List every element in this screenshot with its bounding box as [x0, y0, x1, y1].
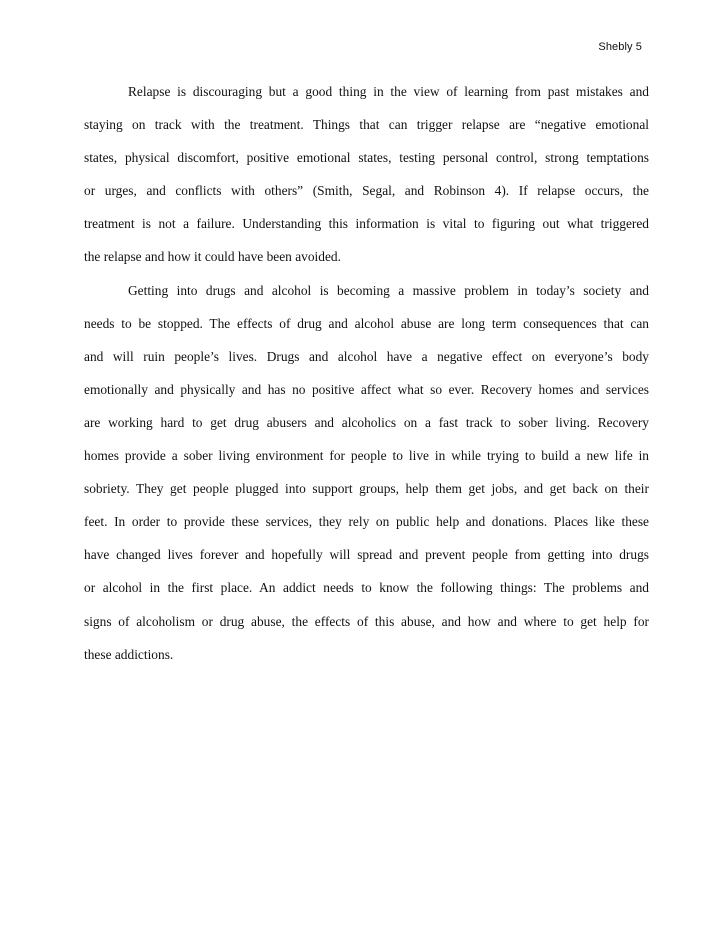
paragraph-1 — [84, 75, 649, 274]
paragraph-line: Relapse is discouraging but a good thing in the view of learning from past mistakes and — [128, 84, 649, 99]
paragraph-line: treatment is not a failure. Understanding this information is vital to figuring out what triggered — [84, 216, 649, 232]
paragraph-line: homes provide a sober living environment for people to live in while trying to build a new life in — [84, 448, 649, 464]
paragraph-line: these addictions. — [84, 646, 174, 662]
running-head: Shebly 5 — [598, 41, 642, 53]
paragraph-line: or urges, and conflicts with others” (Smith, Segal, and Robinson 4). If relapse occurs, the — [84, 183, 649, 199]
paragraph-line: states, physical discomfort, positive emotional states, testing personal control, strong temptations — [84, 150, 649, 166]
paragraph-line: needs to be stopped. The effects of drug and alcohol abuse are long term consequences that can — [84, 315, 649, 331]
paragraph-2 — [84, 274, 649, 671]
paragraph-line: emotionally and physically and has no positive affect what so ever. Recovery homes and services — [84, 381, 649, 397]
paragraph-line: feet. In order to provide these services, they rely on public help and donations. Places like these — [84, 514, 649, 530]
paragraph-line: or alcohol in the first place. An addict needs to know the following things: The problems and — [84, 580, 649, 596]
paragraph-line: and will ruin people’s lives. Drugs and alcohol have a negative effect on everyone’s body — [84, 348, 649, 364]
paragraph-line: signs of alcoholism or drug abuse, the effects of this abuse, and how and where to get help for — [84, 613, 649, 629]
paragraph-line: are working hard to get drug abusers and alcoholics on a fast track to sober living. Recovery — [84, 414, 649, 430]
paragraph-line: staying on track with the treatment. Things that can trigger relapse are “negative emotional — [84, 117, 649, 133]
paragraph-line: have changed lives forever and hopefully will spread and prevent people from getting into drugs — [84, 547, 649, 563]
paragraph-line: the relapse and how it could have been avoided. — [84, 249, 341, 265]
paragraph-line: Getting into drugs and alcohol is becoming a massive problem in today’s society and — [128, 282, 649, 298]
paragraph-line: sobriety. They get people plugged into support groups, help them get jobs, and get back on their — [84, 481, 649, 497]
body-text — [84, 75, 649, 671]
